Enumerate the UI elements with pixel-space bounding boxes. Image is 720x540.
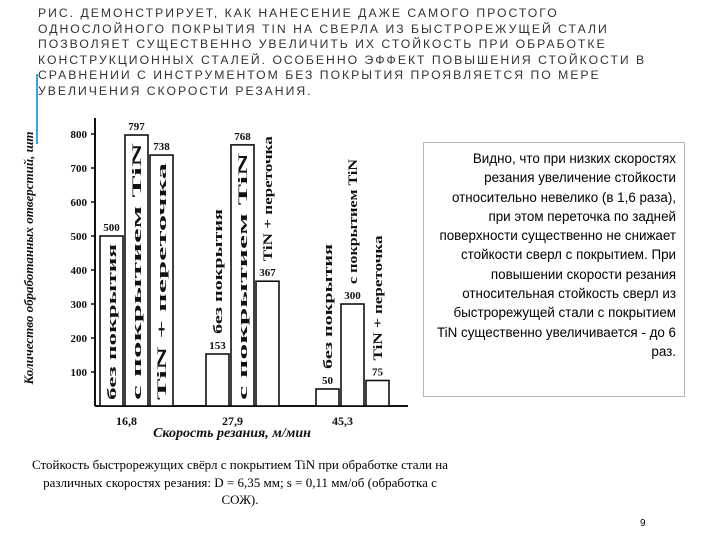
info-text: Видно, что при низких скоростях резания увеличение стойкости относительно невелико (в 1,6 раза), при этом переточка по задней поверхности существенно не снижает стойкости сверл с покрытием. При повышении скорости резания относительная стойкость сверл из быстрорежущей стали с покрытием TiN существенно увеличивается - до 6 раз. [436,151,676,359]
y-tick-label: 700 [70,163,87,175]
bar-series-label: TiN + переточка [155,308,169,400]
y-tick-label: 500 [70,231,87,243]
bar-value-label: 797 [128,121,145,134]
bar-value-label: 153 [209,339,226,352]
bar-series-label: TiN + переточка [371,269,385,361]
bar [341,304,364,406]
y-tick-label: 400 [70,265,87,277]
slide-title: РИС. ДЕМОНСТРИРУЕТ, КАК НАНЕСЕНИЕ ДАЖЕ САМОГО ПРОСТОГО ОДНОСЛОЙНОГО ПОКРЫТИЯ TIN НА СВЕРЛА ИЗ БЫСТРОРЕЖУЩЕЙ СТАЛИ ПОЗВОЛЯЕТ СУЩЕСТВЕННО УВЕЛИЧИТЬ ИХ СТОЙКОСТЬ ПРИ ОБРАБОТКЕ КОНСТРУКЦИОННЫХ СТАЛЕЙ. ОСОБЕННО ЭФФЕКТ ПОВЫШЕНИЯ СТОЙКОСТИ В СРАВНЕНИИ С ИНСТРУМЕНТОМ БЕЗ ПОКРЫТИЯ ПРОЯВЛЯЕТСЯ ПО МЕРЕ УВЕЛИЧЕНИЯ СКОРОСТИ РЕЗАНИЯ. [38,6,647,98]
bar-series-label: с покрытием TiN [130,302,144,400]
bar-series-label: без покрытия [321,291,335,369]
bar-series-label: без покрытия [211,256,225,334]
bar [366,381,389,407]
y-tick-label: 300 [70,299,87,311]
y-tick-label: 800 [70,129,87,141]
bar-series-label: с покрытием TiN [236,302,250,400]
y-axis-title-group [21,131,36,385]
bar [206,354,229,406]
bar-series-label: без покрытия [105,322,119,400]
x-axis-title: Скорость резания, м/мин [153,426,311,441]
bar [256,281,279,406]
figure-caption: Стойкость быстрорежущих свёрл с покрытием TiN при обработке стали на различных скоростях резания: D = 6,35 мм; s = 0,11 мм/об (обработка с СОЖ). [32,457,448,507]
bar-value-label: 300 [344,290,361,302]
bar-value-label: 768 [234,130,251,143]
bars [100,121,389,406]
x-tick-label: 45,3 [332,414,353,428]
bar-value-label: 738 [153,141,170,154]
bar-value-label: 50 [322,375,333,387]
page-number: 9 [640,518,646,529]
y-axis-title: Количество обработанных отверстий, шт [21,131,36,385]
bar-series-label: с покрытием TiN [346,186,360,284]
bar-value-label: 75 [372,366,383,379]
bar-series-label: TiN + переточка [261,169,275,262]
bar-value-label: 367 [259,267,276,280]
bar [316,389,339,406]
y-tick-label: 100 [70,367,87,379]
y-tick-label: 600 [70,197,87,209]
y-ticks [71,129,96,379]
x-tick-label: 27,9 [222,414,243,428]
bar-value-label: 500 [103,222,120,234]
info-box [423,142,685,397]
x-tick-label: 16,8 [116,414,137,428]
y-tick-label: 200 [70,333,87,345]
